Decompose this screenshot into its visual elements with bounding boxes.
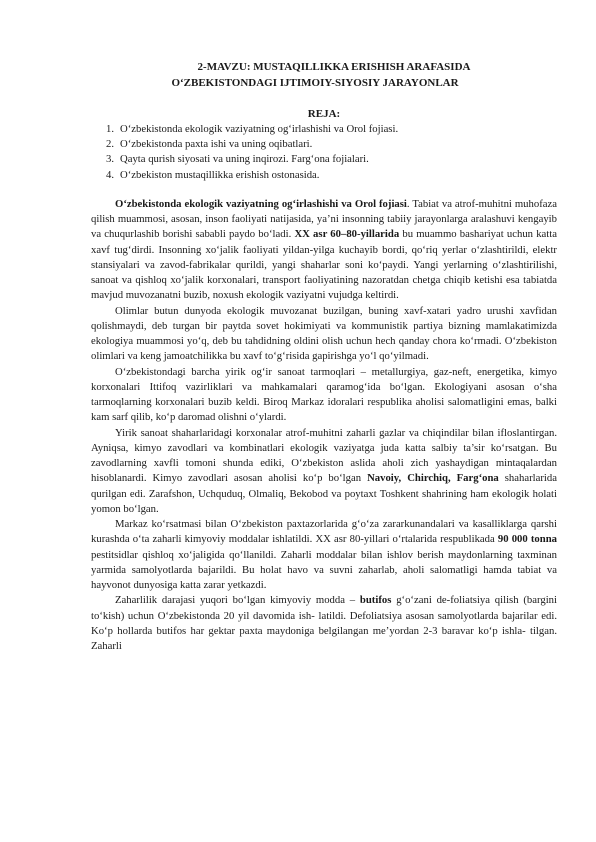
plan-item-number: 3. xyxy=(106,153,115,166)
paragraph-2: Olimlar butun dunyoda ekologik muvozanat buzilgan, buning xavf-xatari yadro urushi xavfidan qolishmaydi, deb turgan bir paytda sovet hokimiyati va kommunistik partiya bizning mamlakatimizda ekologiya muammosi yo‘q, deb bu tahdidning oldini olish uchun hech qanday chora ko‘rmadi. O‘zbekiston olimlari va keng jamoatchilikka bu xavf to‘g‘risida gapirishga yo‘l qo‘yilmadi. xyxy=(91,304,557,363)
paragraph-4 xyxy=(91,426,557,518)
paragraph-3: O‘zbekistondagi barcha yirik og‘ir sanoat tarmoqlari – metallurgiya, gaz-neft, energetika, kimyo korxonalari Ittifoq vazirliklari va mahkamalari qaramog‘ida bo‘lgan. Ekologiyani asosan o‘sha tarmoqlarning korxonalari buzib keldi. Biroq Markaz idoralari respublika aholisi salomatligini emas, balki kam sarf qilib, ko‘p daromad olishni o‘ylardi. xyxy=(91,365,557,424)
paragraph-1 xyxy=(91,197,557,304)
plan-item-text: Qayta qurish siyosati va uning inqirozi. Farg‘ona fojialari. xyxy=(120,153,369,166)
plan-item xyxy=(106,152,557,167)
paragraph-text: Markaz ko‘rsatmasi bilan O‘zbekiston paxtazorlarida g‘o‘za zararkunandalari va kasalliklarga qarshi kurashda o‘ta zaharli kimyoviy moddalar ishlatildi. XX asr 80-yillari o‘rtalarida respublikada xyxy=(91,518,557,546)
emphasis: Navoiy, Chirchiq, Farg‘ona xyxy=(367,472,499,485)
plan-item-text: O‘zbekistonda paxta ishi va uning oqibatlari. xyxy=(120,138,313,151)
plan-list xyxy=(91,122,557,183)
emphasis: 90 000 tonna xyxy=(497,533,557,546)
paragraph-text: Yirik sanoat shaharlaridagi korxonalar atrof-muhitni zaharli gazlar va chiqindilar bilan ifloslantirgan. Ayniqsa, kimyo zavodlari va kombinatlari ekologik vaziyatga juda katta salbiy ta’sir ko‘rsatgan. Bu zavodlarning xavfli tomoni shunda ediki, O‘zbekiston aslida aholi zich yashaydigan mintaqalardan hisoblanardi. Kimyo zavodlari asosan aholisi ko‘p bo‘lgan xyxy=(91,426,557,485)
paragraph-6 xyxy=(91,593,557,654)
emphasis: butifos xyxy=(359,594,392,607)
plan-item-number: 4. xyxy=(106,168,115,181)
document-page xyxy=(91,60,557,654)
body-text xyxy=(91,197,557,655)
plan-item-text: O‘zbekiston mustaqillikka erishish ostonasida. xyxy=(120,168,320,181)
paragraph-text: Zaharlilik darajasi yuqori bo‘lgan kimyoviy modda – xyxy=(115,594,360,607)
paragraph-text: . Tabiat va atrof-muhitni muhofaza qilish muammosi, asosan, inson faoliyati natijasida, ya’ni insonning tabiiy jarayonlarga aralashuvi kengayib va chuqurlashib borishi sababli paydo bo‘ladi. xyxy=(91,197,557,241)
paragraph-text: bu muammo bashariyat uchun katta xavf tug‘dirdi. Insonning xo‘jalik faoliyati yildan-yilga kuchayib bordi, qo‘riq yerlar o‘zlashtirildi, elektr stansiyalari va zavod-fabrikalar qurildi, yangi shaharlar soni ko‘paydi. Yangi yerlarning o‘zlashtirilishi, sanoat va qishloq xo‘jalik korxonalari, transport faoliyatining nazoratdan chetga chiqib ketishi esa tabiatda mavjud muvozanatni buzib, noxush ekologik vaziyatni vujudga keltirdi. xyxy=(91,228,557,302)
plan-item-text: O‘zbekistonda ekologik vaziyatning og‘irlashishi va Orol fojiasi. xyxy=(120,123,399,135)
plan-heading: REJA: xyxy=(307,108,341,120)
paragraph-text: pestitsidlar qishloq xo‘jaligida qo‘llanildi. Zaharli moddalar bilan ishlov berish maydonlarning taxminan yarmida samolyotlarda bajarildi. Bu holat havo va suvni zaharlab, aholi salomatligi hamda tabiat va hayvonot dunyosiga katta zarar yetkazdi. xyxy=(91,548,557,592)
paragraph-text: shaharlarida qurilgan edi. Zarafshon, Uchquduq, Olmaliq, Bekobod va poytaxt Toshkent shahrining ham ekologik holati yomon bo‘lgan. xyxy=(91,472,557,515)
page-title xyxy=(91,60,557,91)
plan-item xyxy=(106,137,557,152)
paragraph-5 xyxy=(91,517,557,593)
title-line-1: 2-MAVZU: MUSTAQILLIKKA ERISHISH ARAFASIDA xyxy=(197,61,471,73)
plan-item-number: 1. xyxy=(106,123,115,135)
title-line-2: O‘ZBEKISTONDAGI IJTIMOIY-SIYOSIY JARAYONLAR xyxy=(171,76,459,89)
plan-item-number: 2. xyxy=(106,138,115,151)
section-heading: O‘zbekistonda ekologik vaziyatning og‘irlashishi va Orol fojiasi xyxy=(115,197,407,210)
plan-item xyxy=(106,122,557,137)
plan-item xyxy=(106,168,557,183)
emphasis: XX asr 60–80-yillarida xyxy=(294,228,400,241)
paragraph-text: g‘o‘zani de-foliatsiya qilish (bargini to‘kish) uchun O‘zbekistonda 20 yil davomida ish- latildi. Defoliatsiya asosan samolyotlarda bajarilar edi. Ko‘p hollarda butifos har gektar paxta maydoniga belgilangan me’yordan 2-3 baravar ko‘p ishla- tilgan. Zaharli xyxy=(91,594,557,653)
